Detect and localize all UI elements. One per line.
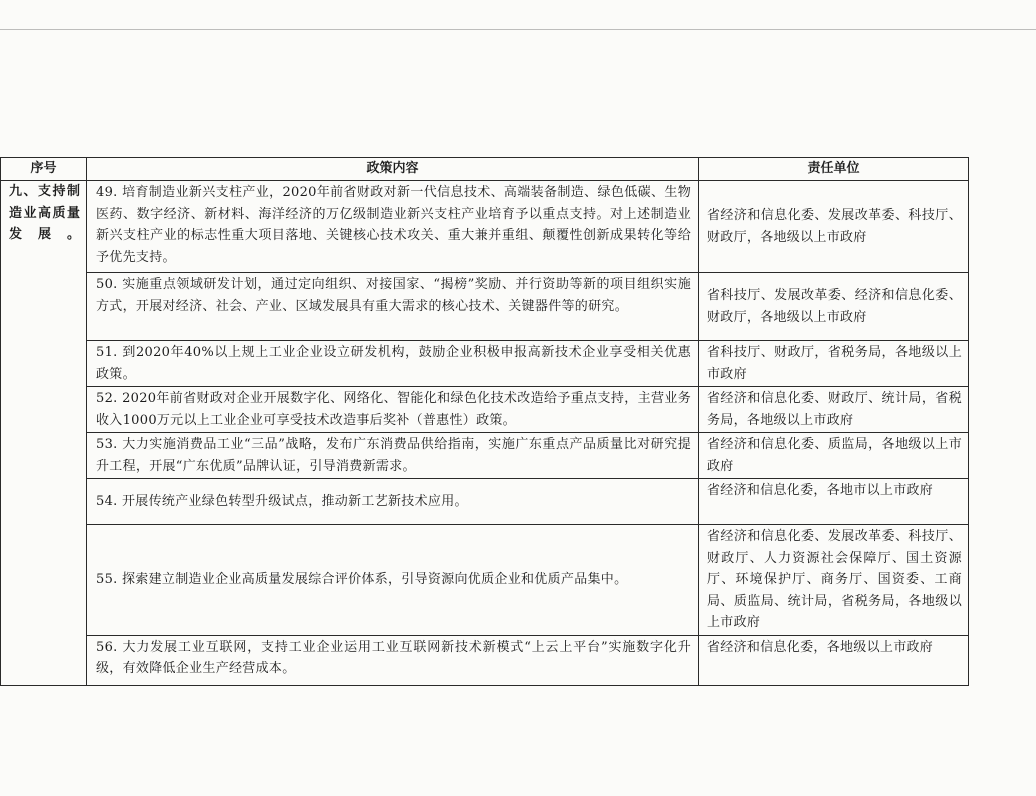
responsible-unit-cell: 省经济和信息化委、质监局，各地级以上市政府: [699, 433, 969, 479]
header-seq: 序号: [1, 158, 87, 181]
responsible-unit-cell: 省科技厅、财政厅，省税务局，各地级以上市政府: [699, 341, 969, 387]
responsible-unit-cell: 省经济和信息化委、财政厅、统计局，省税务局，各地级以上市政府: [699, 387, 969, 433]
table-row: [1, 433, 969, 479]
responsible-unit-cell: 省科技厅、发展改革委、经济和信息化委、财政厅，各地级以上市政府: [699, 273, 969, 341]
policy-content-cell: 50. 实施重点领域研发计划，通过定向组织、对接国家、“揭榜”奖励、并行资助等新的项目组织实施方式，开展对经济、社会、产业、区域发展具有重大需求的核心技术、关键器件等的研究。: [87, 273, 699, 341]
table-row: [1, 525, 969, 636]
table-row: [1, 635, 969, 685]
policy-content-cell: 49. 培育制造业新兴支柱产业，2020年前省财政对新一代信息技术、高端装备制造、绿色低碳、生物医药、数字经济、新材料、海洋经济的万亿级制造业新兴支柱产业培育予以重点支持。对上述制造业新兴支柱产业的标志性重大项目落地、关键核心技术攻关、重大兼并重组、颠覆性创新成果转化等给予优先支持。: [87, 181, 699, 273]
policy-content-cell: 55. 探索建立制造业企业高质量发展综合评价体系，引导资源向优质企业和优质产品集中。: [87, 525, 699, 636]
header-responsible-unit: 责任单位: [699, 158, 969, 181]
table-row: [1, 479, 969, 525]
policy-content-cell: 51. 到2020年40%以上规上工业企业设立研发机构，鼓励企业积极申报高新技术企业享受相关优惠政策。: [87, 341, 699, 387]
responsible-unit-cell: 省经济和信息化委，各地市以上市政府: [699, 479, 969, 525]
table-row: [1, 181, 969, 273]
policy-content-cell: 53. 大力实施消费品工业“三品”战略，发布广东消费品供给指南，实施广东重点产品质量比对研究提升工程，开展“广东优质”品牌认证，引导消费新需求。: [87, 433, 699, 479]
responsible-unit-cell: 省经济和信息化委、发展改革委、科技厅、财政厅、人力资源社会保障厅、国土资源厅、环境保护厅、商务厅、国资委、工商局、质监局、统计局，省税务局，各地级以上市政府: [699, 525, 969, 636]
table-header-row: [1, 158, 969, 181]
policy-content-cell: 54. 开展传统产业绿色转型升级试点，推动新工艺新技术应用。: [87, 479, 699, 525]
header-policy-content: 政策内容: [87, 158, 699, 181]
responsible-unit-cell: 省经济和信息化委，各地级以上市政府: [699, 635, 969, 685]
policy-table: [0, 157, 969, 686]
table-row: [1, 273, 969, 341]
responsible-unit-cell: 省经济和信息化委、发展改革委、科技厅、财政厅，各地级以上市政府: [699, 181, 969, 273]
policy-content-cell: 52. 2020年前省财政对企业开展数字化、网络化、智能化和绿色化技术改造给予重点支持，主营业务收入1000万元以上工业企业可享受技术改造事后奖补（普惠性）政策。: [87, 387, 699, 433]
category-cell: 九、支持制造业高质量发展。: [1, 181, 87, 686]
table-row: [1, 341, 969, 387]
table-row: [1, 387, 969, 433]
page-top-rule: [0, 29, 1036, 30]
policy-content-cell: 56. 大力发展工业互联网，支持工业企业运用工业互联网新技术新模式“上云上平台”实施数字化升级，有效降低企业生产经营成本。: [87, 635, 699, 685]
